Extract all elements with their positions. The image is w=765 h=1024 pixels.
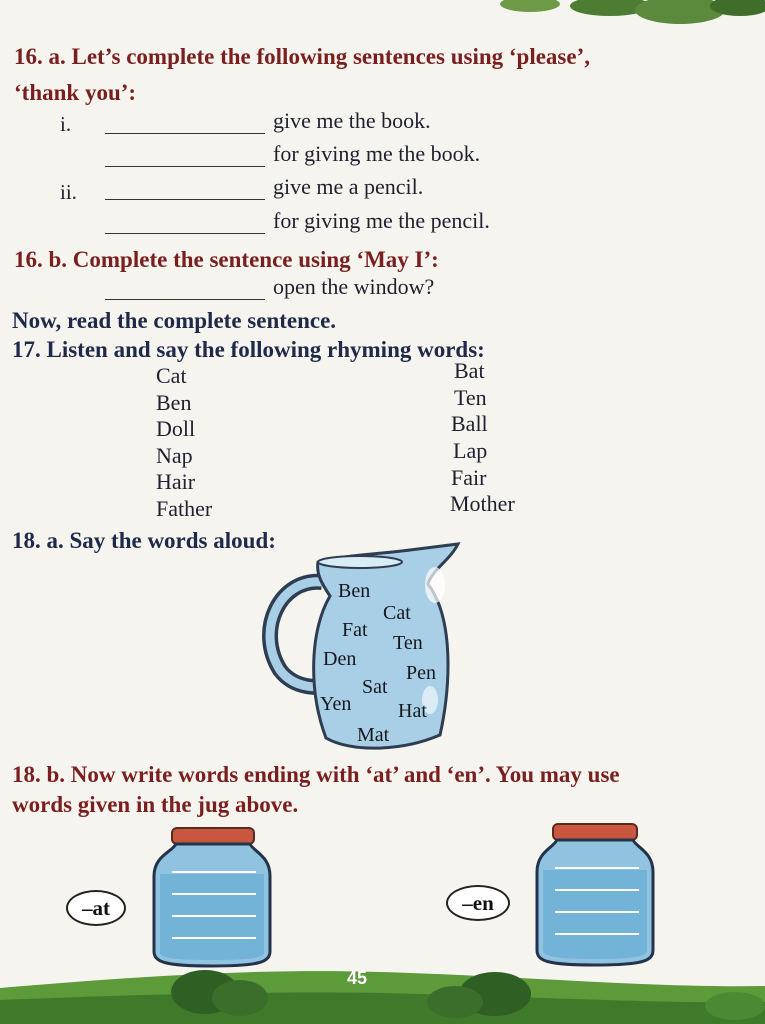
question-18a-title: 18. a. Say the words aloud: — [12, 528, 276, 553]
sentence-text: open the window? — [273, 274, 435, 299]
rhyme-word-right: Lap — [453, 438, 488, 463]
answer-blank[interactable] — [105, 215, 265, 234]
jar-label-en: –en — [446, 885, 510, 921]
jug-word: Cat — [383, 602, 411, 624]
rhyme-word-right: Ten — [454, 385, 487, 410]
sentence-text: give me the book. — [273, 108, 431, 133]
grass-ground-decoration — [0, 958, 765, 1024]
jar-label-at: –at — [66, 890, 126, 926]
tree-foliage-decoration — [470, 0, 765, 28]
jar-en — [533, 822, 658, 967]
sentence-text: give me a pencil. — [273, 174, 424, 199]
rhyme-word-left: Cat — [156, 363, 187, 388]
jug-word: Ben — [338, 580, 371, 602]
question-17-title: 17. Listen and say the following rhyming words: — [12, 337, 485, 362]
jar-at — [150, 826, 275, 968]
item-roman-ii: ii. — [60, 180, 77, 204]
answer-blank[interactable] — [105, 148, 265, 167]
jug-word: Den — [323, 648, 357, 670]
jug-word: Hat — [398, 700, 427, 722]
rhyme-word-right: Bat — [454, 358, 485, 383]
answer-blank[interactable] — [105, 281, 265, 300]
rhyme-word-right: Mother — [450, 491, 515, 516]
item-roman-i: i. — [60, 112, 72, 136]
rhyme-word-left: Father — [156, 496, 213, 521]
rhyme-word-right: Fair — [451, 465, 487, 490]
read-instruction: Now, read the complete sentence. — [12, 308, 337, 333]
rhyme-word-left: Ben — [156, 390, 192, 415]
sentence-text: for giving me the book. — [273, 141, 481, 166]
answer-blank[interactable] — [105, 181, 265, 200]
rhyme-word-right: Ball — [451, 411, 488, 436]
question-16a-title: 16. a. Let’s complete the following sentences using ‘please’, — [14, 44, 590, 69]
water-jug-illustration — [260, 540, 465, 755]
jug-word: Pen — [406, 662, 436, 684]
page-number: 45 — [347, 968, 368, 988]
sentence-line — [105, 274, 434, 300]
jug-word: Fat — [342, 619, 368, 641]
question-16b-title: 16. b. Complete the sentence using ‘May I’: — [14, 247, 439, 272]
question-18b-title: 18. b. Now write words ending with ‘at’ and ‘en’. You may use — [12, 762, 620, 787]
rhyme-word-left: Nap — [156, 443, 193, 468]
jug-word: Sat — [362, 676, 388, 698]
sentence-line — [105, 108, 431, 134]
rhyme-word-left: Hair — [156, 469, 196, 494]
jug-word: Mat — [357, 724, 390, 746]
sentence-line — [105, 208, 490, 234]
question-18b-title-cont: words given in the jug above. — [12, 792, 299, 817]
rhyme-word-left: Doll — [156, 416, 196, 441]
question-16a-title-cont: ‘thank you’: — [14, 80, 137, 105]
sentence-text: for giving me the pencil. — [273, 208, 490, 233]
jug-word: Yen — [320, 693, 352, 715]
sentence-line — [105, 141, 480, 167]
jug-word: Ten — [393, 632, 423, 654]
answer-blank[interactable] — [105, 115, 265, 134]
sentence-line — [105, 174, 423, 200]
